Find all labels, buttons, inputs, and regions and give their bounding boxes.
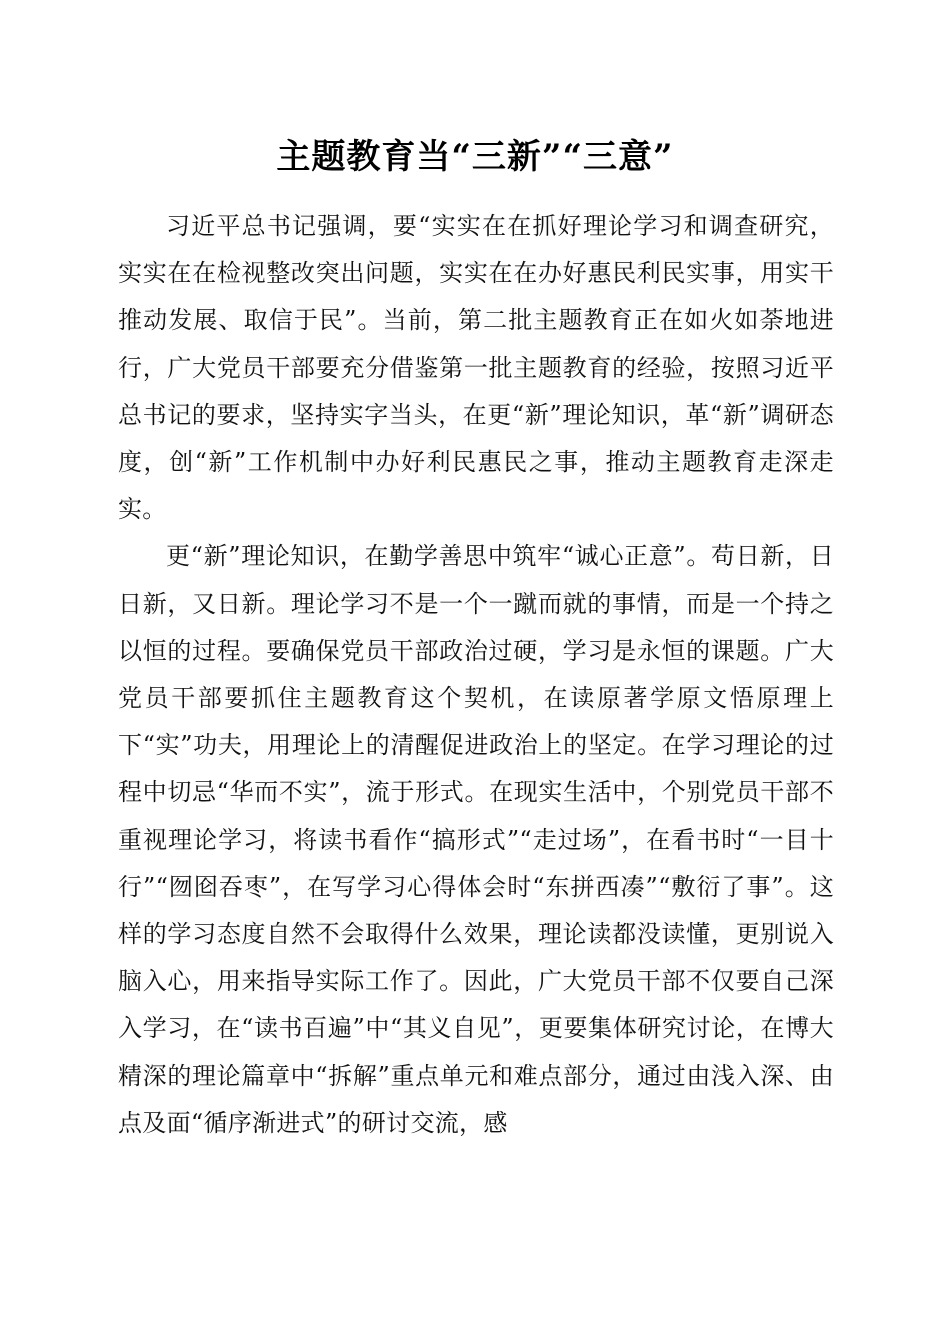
paragraph: 习近平总书记强调，要“实实在在抓好理论学习和调查研究，实实在在检视整改突出问题，实实在在办好惠民利民实事，用实干推动发展、取信于民”。当前，第二批主题教育正在如火如荼地进行，广大党员干部要充分借鉴第一批主题教育的经验，按照习近平总书记的要求，坚持实字当头，在更“新”理论知识，革“新”调研态度，创“新”工作机制中办好利民惠民之事，推动主题教育走深走实。 <box>118 212 834 524</box>
document-title: 主题教育当“三新”“三意” <box>276 137 674 177</box>
paragraph: 更“新”理论知识，在勤学善思中筑牢“诚心正意”。苟日新，日日新，又日新。理论学习不是一个一蹴而就的事情，而是一个持之以恒的过程。要确保党员干部政治过硬，学习是永恒的课题。广大党员干部要抓住主题教育这个契机，在读原著学原文悟原理上下“实”功夫，用理论上的清醒促进政治上的坚定。在学习理论的过程中切忌“华而不实”，流于形式。在现实生活中，个别党员干部不重视理论学习，将读书看作“搞形式”“走过场”，在看书时“一目十行”“囫囵吞枣”，在写学习心得体会时“东拼西凑”“敷衍了事”。这样的学习态度自然不会取得什么效果，理论读都没读懂，更别说入脑入心，用来指导实际工作了。因此，广大党员干部不仅要自己深入学习，在“读书百遍”中“其义自见”，更要集体研究讨论，在博大精深的理论篇章中“拆解”重点单元和难点部分，通过由浅入深、由点及面“循序渐进式”的研讨交流，感 <box>118 542 835 1137</box>
document-body <box>118 203 834 1147</box>
